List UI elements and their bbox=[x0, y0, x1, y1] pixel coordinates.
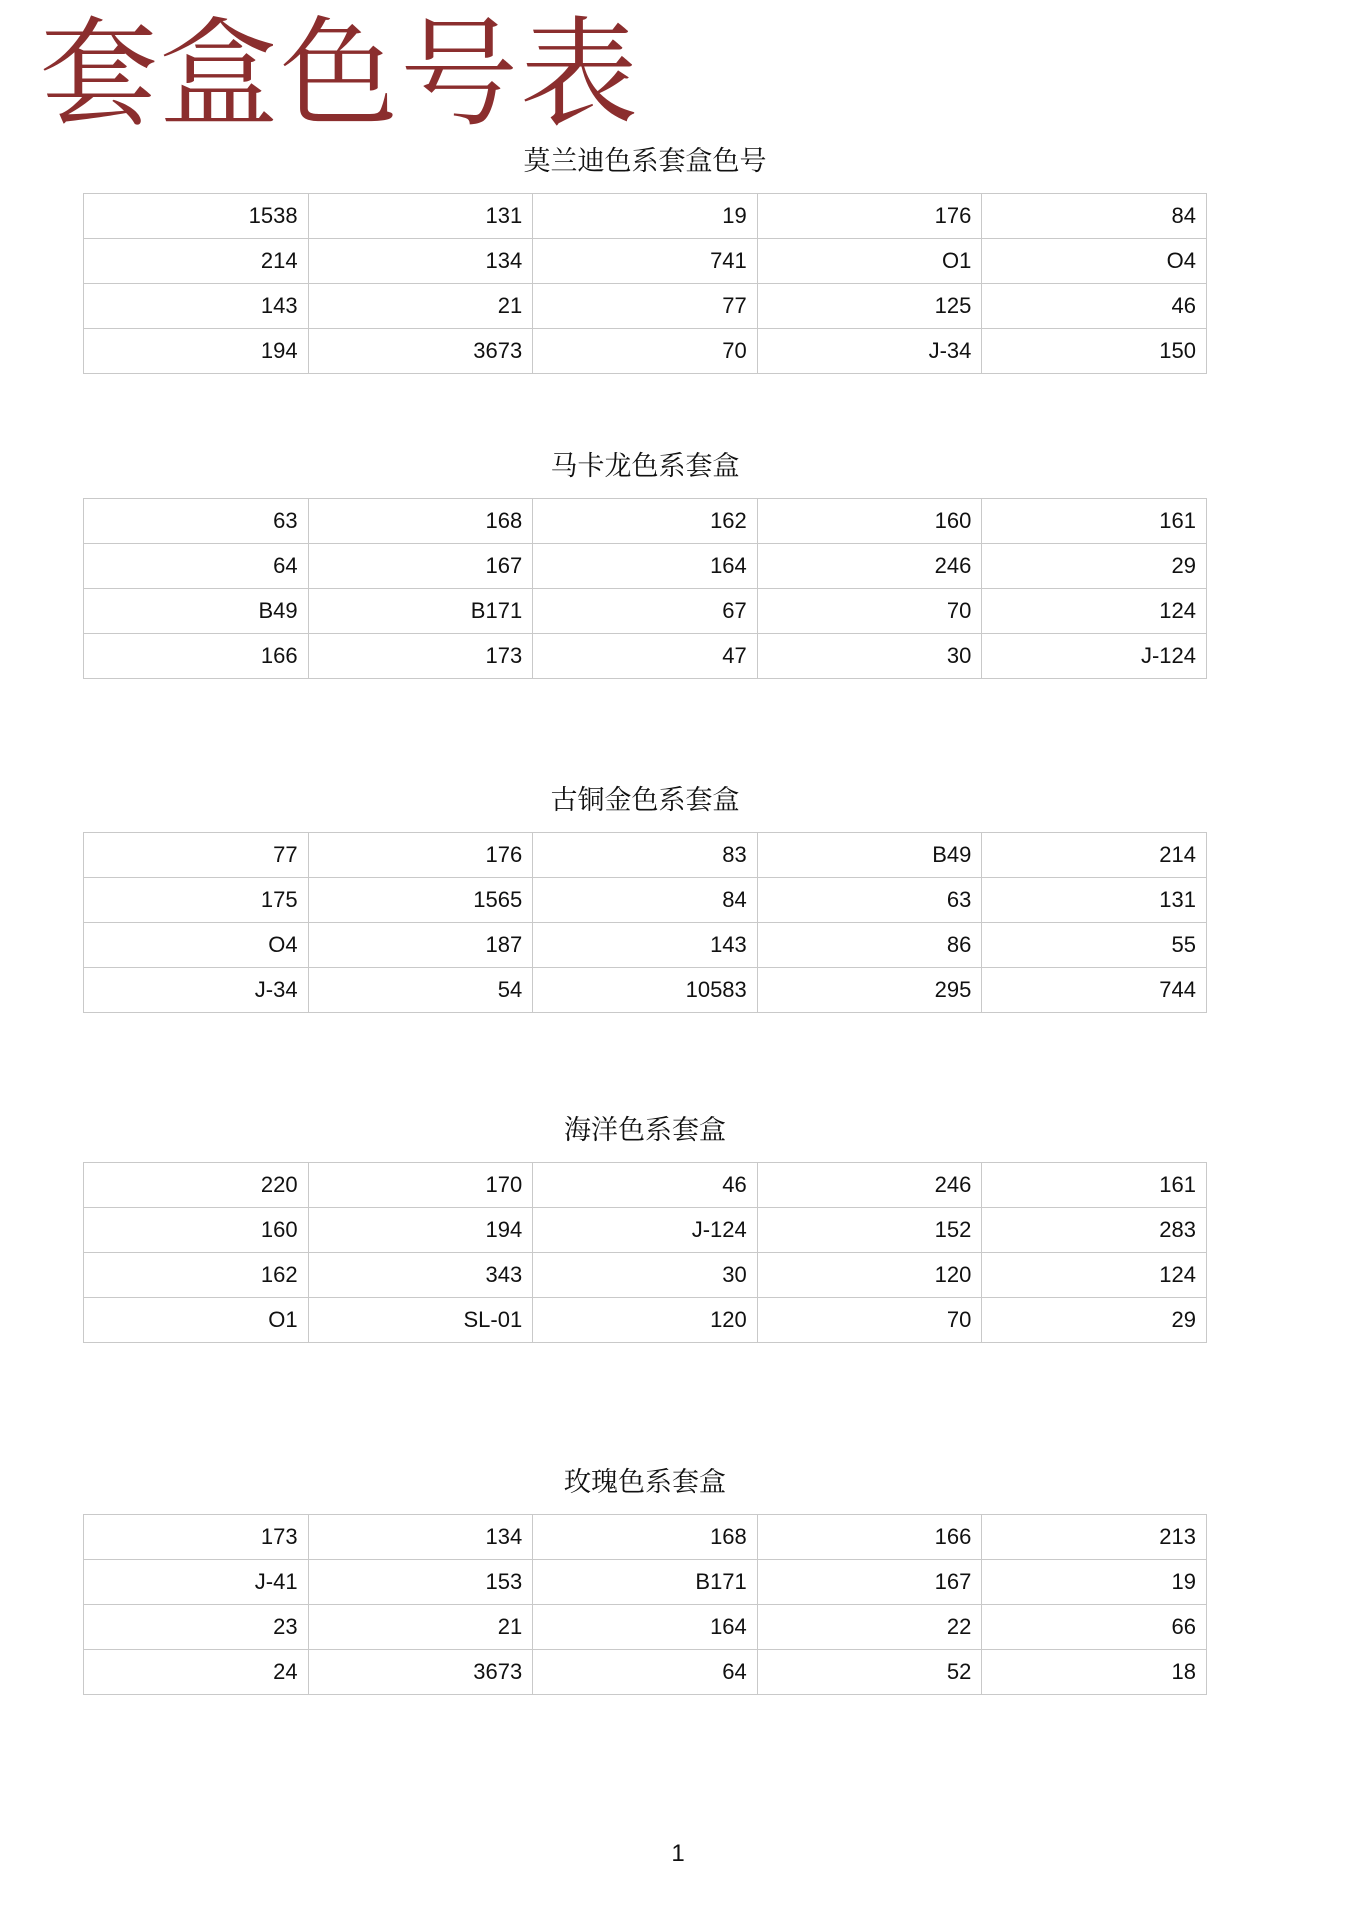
table-cell: 67 bbox=[533, 589, 758, 634]
table-cell: B171 bbox=[308, 589, 533, 634]
table-cell: 66 bbox=[982, 1605, 1207, 1650]
table-cell: 70 bbox=[757, 589, 982, 634]
table-cell: 3673 bbox=[308, 329, 533, 374]
table-cell: 283 bbox=[982, 1208, 1207, 1253]
table-cell: 30 bbox=[757, 634, 982, 679]
table-cell: 214 bbox=[84, 239, 309, 284]
table-cell: 194 bbox=[84, 329, 309, 374]
table-cell: 162 bbox=[84, 1253, 309, 1298]
table-cell: 175 bbox=[84, 878, 309, 923]
table-cell: 52 bbox=[757, 1650, 982, 1695]
table-cell: 161 bbox=[982, 1163, 1207, 1208]
table-cell: 295 bbox=[757, 968, 982, 1013]
table-cell: 168 bbox=[533, 1515, 758, 1560]
table-cell: 23 bbox=[84, 1605, 309, 1650]
table-cell: 1565 bbox=[308, 878, 533, 923]
table-cell: 84 bbox=[533, 878, 758, 923]
table-row bbox=[84, 833, 1207, 878]
table-cell: 160 bbox=[757, 499, 982, 544]
table-cell: 164 bbox=[533, 544, 758, 589]
table-cell: 166 bbox=[757, 1515, 982, 1560]
table-cell: 134 bbox=[308, 239, 533, 284]
table-cell: 167 bbox=[757, 1560, 982, 1605]
table-cell: 161 bbox=[982, 499, 1207, 544]
table-row bbox=[84, 1298, 1207, 1343]
table-cell: 46 bbox=[982, 284, 1207, 329]
section-title: 古铜金色系套盒 bbox=[550, 785, 740, 815]
table-cell: 21 bbox=[308, 1605, 533, 1650]
table-cell: 187 bbox=[308, 923, 533, 968]
table-cell: 3673 bbox=[308, 1650, 533, 1695]
table-cell: 54 bbox=[308, 968, 533, 1013]
table-cell: J-124 bbox=[982, 634, 1207, 679]
table-cell: 64 bbox=[84, 544, 309, 589]
table-cell: 143 bbox=[84, 284, 309, 329]
table-row bbox=[84, 878, 1207, 923]
table-cell: 19 bbox=[533, 194, 758, 239]
table-cell: 86 bbox=[757, 923, 982, 968]
table-cell: 47 bbox=[533, 634, 758, 679]
table-row bbox=[84, 1650, 1207, 1695]
table-cell: 173 bbox=[84, 1515, 309, 1560]
document-title: 套盒色号表 bbox=[40, 5, 641, 143]
section-title: 玫瑰色系套盒 bbox=[564, 1467, 726, 1497]
table-cell: 22 bbox=[757, 1605, 982, 1650]
table-row bbox=[84, 194, 1207, 239]
table-cell: 64 bbox=[533, 1650, 758, 1695]
color-code-table bbox=[83, 832, 1207, 1013]
table-cell: 77 bbox=[533, 284, 758, 329]
table-cell: 741 bbox=[533, 239, 758, 284]
section-bronze-gold bbox=[83, 780, 1207, 1013]
table-cell: 131 bbox=[308, 194, 533, 239]
table-cell: 162 bbox=[533, 499, 758, 544]
table-cell: SL-01 bbox=[308, 1298, 533, 1343]
section-title: 马卡龙色系套盒 bbox=[550, 451, 740, 481]
table-cell: 18 bbox=[982, 1650, 1207, 1695]
table-row bbox=[84, 499, 1207, 544]
table-cell: 150 bbox=[982, 329, 1207, 374]
table-cell: B171 bbox=[533, 1560, 758, 1605]
table-cell: 214 bbox=[982, 833, 1207, 878]
table-row bbox=[84, 1163, 1207, 1208]
table-cell: 167 bbox=[308, 544, 533, 589]
table-cell: 176 bbox=[308, 833, 533, 878]
section-ocean bbox=[83, 1110, 1207, 1343]
table-cell: 83 bbox=[533, 833, 758, 878]
table-cell: 168 bbox=[308, 499, 533, 544]
table-cell: 164 bbox=[533, 1605, 758, 1650]
table-cell: 120 bbox=[533, 1298, 758, 1343]
section-morandi bbox=[83, 141, 1207, 374]
color-code-table bbox=[83, 193, 1207, 374]
table-cell: 63 bbox=[757, 878, 982, 923]
table-cell: 160 bbox=[84, 1208, 309, 1253]
table-row bbox=[84, 923, 1207, 968]
table-row bbox=[84, 1560, 1207, 1605]
section-rose bbox=[83, 1462, 1207, 1695]
table-cell: 131 bbox=[982, 878, 1207, 923]
table-cell: 125 bbox=[757, 284, 982, 329]
table-cell: 70 bbox=[533, 329, 758, 374]
table-cell: 343 bbox=[308, 1253, 533, 1298]
table-row bbox=[84, 968, 1207, 1013]
table-cell: 21 bbox=[308, 284, 533, 329]
table-cell: O4 bbox=[982, 239, 1207, 284]
table-cell: 152 bbox=[757, 1208, 982, 1253]
table-cell: O4 bbox=[84, 923, 309, 968]
table-cell: J-124 bbox=[533, 1208, 758, 1253]
table-cell: 176 bbox=[757, 194, 982, 239]
section-macaron bbox=[83, 446, 1207, 679]
table-cell: 30 bbox=[533, 1253, 758, 1298]
table-cell: J-34 bbox=[757, 329, 982, 374]
table-cell: 134 bbox=[308, 1515, 533, 1560]
table-row bbox=[84, 329, 1207, 374]
page-number: 1 bbox=[671, 1840, 685, 1867]
table-row bbox=[84, 589, 1207, 634]
table-cell: 84 bbox=[982, 194, 1207, 239]
table-cell: 63 bbox=[84, 499, 309, 544]
table-cell: 1538 bbox=[84, 194, 309, 239]
table-cell: 170 bbox=[308, 1163, 533, 1208]
table-cell: 194 bbox=[308, 1208, 533, 1253]
table-cell: 124 bbox=[982, 1253, 1207, 1298]
table-row bbox=[84, 1208, 1207, 1253]
table-cell: 166 bbox=[84, 634, 309, 679]
table-cell: 246 bbox=[757, 544, 982, 589]
table-cell: 173 bbox=[308, 634, 533, 679]
table-cell: 46 bbox=[533, 1163, 758, 1208]
table-row bbox=[84, 239, 1207, 284]
table-row bbox=[84, 634, 1207, 679]
table-cell: 29 bbox=[982, 544, 1207, 589]
table-cell: 77 bbox=[84, 833, 309, 878]
table-cell: O1 bbox=[84, 1298, 309, 1343]
table-cell: 143 bbox=[533, 923, 758, 968]
table-cell: 55 bbox=[982, 923, 1207, 968]
table-row bbox=[84, 284, 1207, 329]
table-cell: 10583 bbox=[533, 968, 758, 1013]
color-code-table bbox=[83, 498, 1207, 679]
table-cell: J-41 bbox=[84, 1560, 309, 1605]
table-cell: J-34 bbox=[84, 968, 309, 1013]
section-title: 莫兰迪色系套盒色号 bbox=[523, 146, 767, 176]
table-cell: 153 bbox=[308, 1560, 533, 1605]
table-cell: 29 bbox=[982, 1298, 1207, 1343]
color-code-table bbox=[83, 1514, 1207, 1695]
table-cell: 220 bbox=[84, 1163, 309, 1208]
table-cell: 19 bbox=[982, 1560, 1207, 1605]
table-cell: 213 bbox=[982, 1515, 1207, 1560]
color-code-table bbox=[83, 1162, 1207, 1343]
table-cell: 24 bbox=[84, 1650, 309, 1695]
table-cell: B49 bbox=[757, 833, 982, 878]
table-cell: 744 bbox=[982, 968, 1207, 1013]
table-row bbox=[84, 1605, 1207, 1650]
table-row bbox=[84, 1253, 1207, 1298]
table-row bbox=[84, 544, 1207, 589]
table-cell: B49 bbox=[84, 589, 309, 634]
section-title: 海洋色系套盒 bbox=[564, 1115, 726, 1145]
table-cell: 70 bbox=[757, 1298, 982, 1343]
table-row bbox=[84, 1515, 1207, 1560]
table-cell: O1 bbox=[757, 239, 982, 284]
table-cell: 120 bbox=[757, 1253, 982, 1298]
table-cell: 246 bbox=[757, 1163, 982, 1208]
table-cell: 124 bbox=[982, 589, 1207, 634]
